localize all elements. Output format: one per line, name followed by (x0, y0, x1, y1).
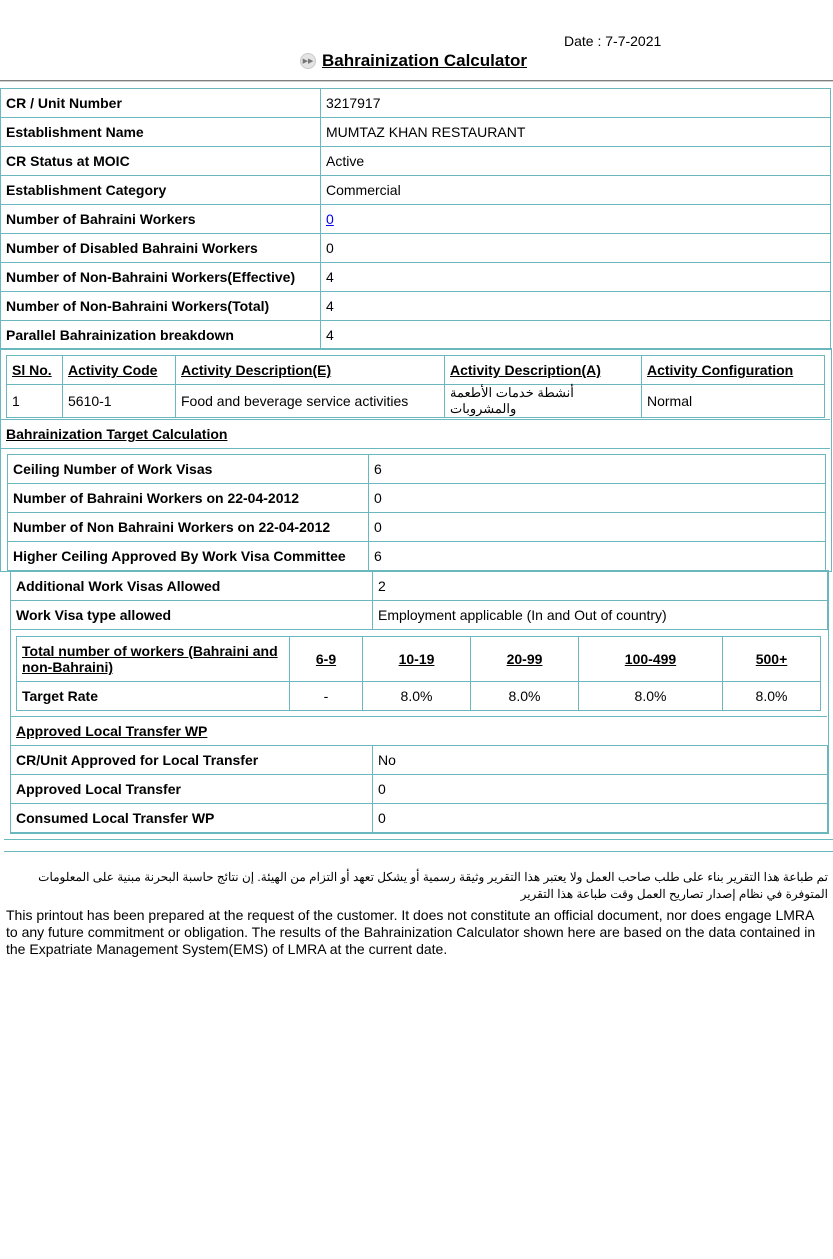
row-label: CR / Unit Number (1, 89, 321, 118)
cr-status-value: Active (321, 147, 831, 176)
table-row (1, 118, 831, 147)
col-header-sl-no[interactable]: Sl No. (7, 356, 63, 385)
table-row (1, 292, 831, 321)
row-label: Parallel Bahrainization breakdown (1, 321, 321, 350)
table-row (7, 385, 825, 418)
row-label: Number of Bahraini Workers on 22-04-2012 (8, 484, 369, 513)
row-label: CR Status at MOIC (1, 147, 321, 176)
local-transfer-title: Approved Local Transfer WP (16, 723, 208, 739)
table-row (11, 775, 828, 804)
table-row (1, 234, 831, 263)
consumed-transfer-value: 0 (373, 804, 828, 833)
non-bahraini-effective-value: 4 (321, 263, 831, 292)
row-label: Number of Non Bahraini Workers on 22-04-2012 (8, 513, 369, 542)
col-header-range[interactable]: 100-499 (579, 637, 723, 682)
row-label: Higher Ceiling Approved By Work Visa Committee (8, 542, 369, 571)
desc-en-cell: Food and beverage service activities (176, 385, 445, 418)
table-row (11, 746, 828, 775)
activities-table (6, 355, 825, 418)
non-bahraini-2012-value: 0 (369, 513, 826, 542)
row-label: Target Rate (17, 682, 290, 711)
category-value: Commercial (321, 176, 831, 205)
configuration-cell: Normal (642, 385, 825, 418)
section-divider (10, 716, 827, 717)
table-row (17, 682, 821, 711)
row-label: Number of Non-Bahraini Workers(Total) (1, 292, 321, 321)
rate-cell: 8.0% (471, 682, 579, 711)
table-row (1, 321, 831, 350)
section-divider (0, 448, 830, 449)
footer-divider (4, 851, 833, 852)
higher-ceiling-value: 6 (369, 542, 826, 571)
row-label: Approved Local Transfer (11, 775, 373, 804)
row-label: Establishment Category (1, 176, 321, 205)
table-row (1, 205, 831, 234)
rate-cell: 8.0% (363, 682, 471, 711)
table-row (8, 484, 826, 513)
table-header-row (17, 637, 821, 682)
cr-number-value: 3217917 (321, 89, 831, 118)
report-date: Date : 7-7-2021 (564, 33, 662, 49)
additional-visas-value: 2 (373, 572, 828, 601)
local-transfer-table (10, 745, 828, 833)
page-header (300, 51, 527, 71)
table-row (1, 263, 831, 292)
row-label: Establishment Name (1, 118, 321, 147)
target-rates-table (16, 636, 821, 711)
header-divider-shadow (0, 81, 833, 82)
approved-transfer-value: 0 (373, 775, 828, 804)
double-arrow-icon: ▶▶ (300, 53, 316, 69)
col-header-configuration[interactable]: Activity Configuration (642, 356, 825, 385)
bahraini-workers-link[interactable]: 0 (326, 211, 334, 227)
rate-cell: 8.0% (723, 682, 821, 711)
table-row (8, 513, 826, 542)
table-row (8, 455, 826, 484)
table-row (1, 176, 831, 205)
row-label: Number of Non-Bahraini Workers(Effective) (1, 263, 321, 292)
target-calculation-title: Bahrainization Target Calculation (6, 426, 228, 442)
section-divider (0, 419, 830, 420)
ceiling-work-visas-value: 6 (369, 455, 826, 484)
col-header-total-workers[interactable]: Total number of workers (Bahraini and non-Bahraini) (17, 637, 290, 682)
col-header-range[interactable]: 10-19 (363, 637, 471, 682)
approved-for-transfer-value: No (373, 746, 828, 775)
table-row (11, 572, 828, 601)
sl-no-cell: 1 (7, 385, 63, 418)
visa-type-value: Employment applicable (In and Out of country) (373, 601, 828, 630)
table-header-row (7, 356, 825, 385)
table-row (11, 804, 828, 833)
activity-code-cell: 5610-1 (63, 385, 176, 418)
footer-divider (4, 839, 833, 840)
target-calculation-table (7, 454, 826, 571)
col-header-range[interactable]: 500+ (723, 637, 821, 682)
disclaimer-arabic: تم طباعة هذا التقرير بناء على طلب صاحب العمل ولا يعتبر هذا التقرير وثيقة رسمية أو يشكل تعهد أو التزام من الهيئة. إن نتائج حاسبة البحرنة مبنية على المعلومات المتوفرة في نظام إصدار تصاريح العمل وقت طباعة هذا التقرير (38, 870, 828, 901)
disclaimer-english: This printout has been prepared at the request of the customer. It does not constitute an official document, nor does engage LMRA to any future commitment or obligation. The results of the Bahrainization Calculator shown here are based on the data contained in the Expatriate Management System(EMS) of LMRA at the current date. (6, 907, 816, 957)
row-label: Number of Bahraini Workers (1, 205, 321, 234)
col-header-desc-ar[interactable]: Activity Description(A) (445, 356, 642, 385)
row-label: Additional Work Visas Allowed (11, 572, 373, 601)
table-row (8, 542, 826, 571)
page-title: Bahrainization Calculator (322, 51, 527, 70)
work-visa-table (10, 571, 828, 630)
col-header-desc-en[interactable]: Activity Description(E) (176, 356, 445, 385)
col-header-range[interactable]: 20-99 (471, 637, 579, 682)
table-row (1, 89, 831, 118)
col-header-range[interactable]: 6-9 (290, 637, 363, 682)
row-label: Number of Disabled Bahraini Workers (1, 234, 321, 263)
row-label: Work Visa type allowed (11, 601, 373, 630)
bahraini-2012-value: 0 (369, 484, 826, 513)
col-header-activity-code[interactable]: Activity Code (63, 356, 176, 385)
non-bahraini-total-value: 4 (321, 292, 831, 321)
row-label: Consumed Local Transfer WP (11, 804, 373, 833)
table-row (11, 601, 828, 630)
parallel-breakdown-value: 4 (321, 321, 831, 350)
row-label: CR/Unit Approved for Local Transfer (11, 746, 373, 775)
rate-cell: - (290, 682, 363, 711)
table-row (1, 147, 831, 176)
disabled-workers-value: 0 (321, 234, 831, 263)
establishment-table (0, 88, 831, 350)
rate-cell: 8.0% (579, 682, 723, 711)
desc-ar-cell: أنشطة خدمات الأطعمة والمشروبات (445, 385, 642, 418)
bahraini-workers-cell (321, 205, 831, 234)
row-label: Ceiling Number of Work Visas (8, 455, 369, 484)
establishment-name-value: MUMTAZ KHAN RESTAURANT (321, 118, 831, 147)
